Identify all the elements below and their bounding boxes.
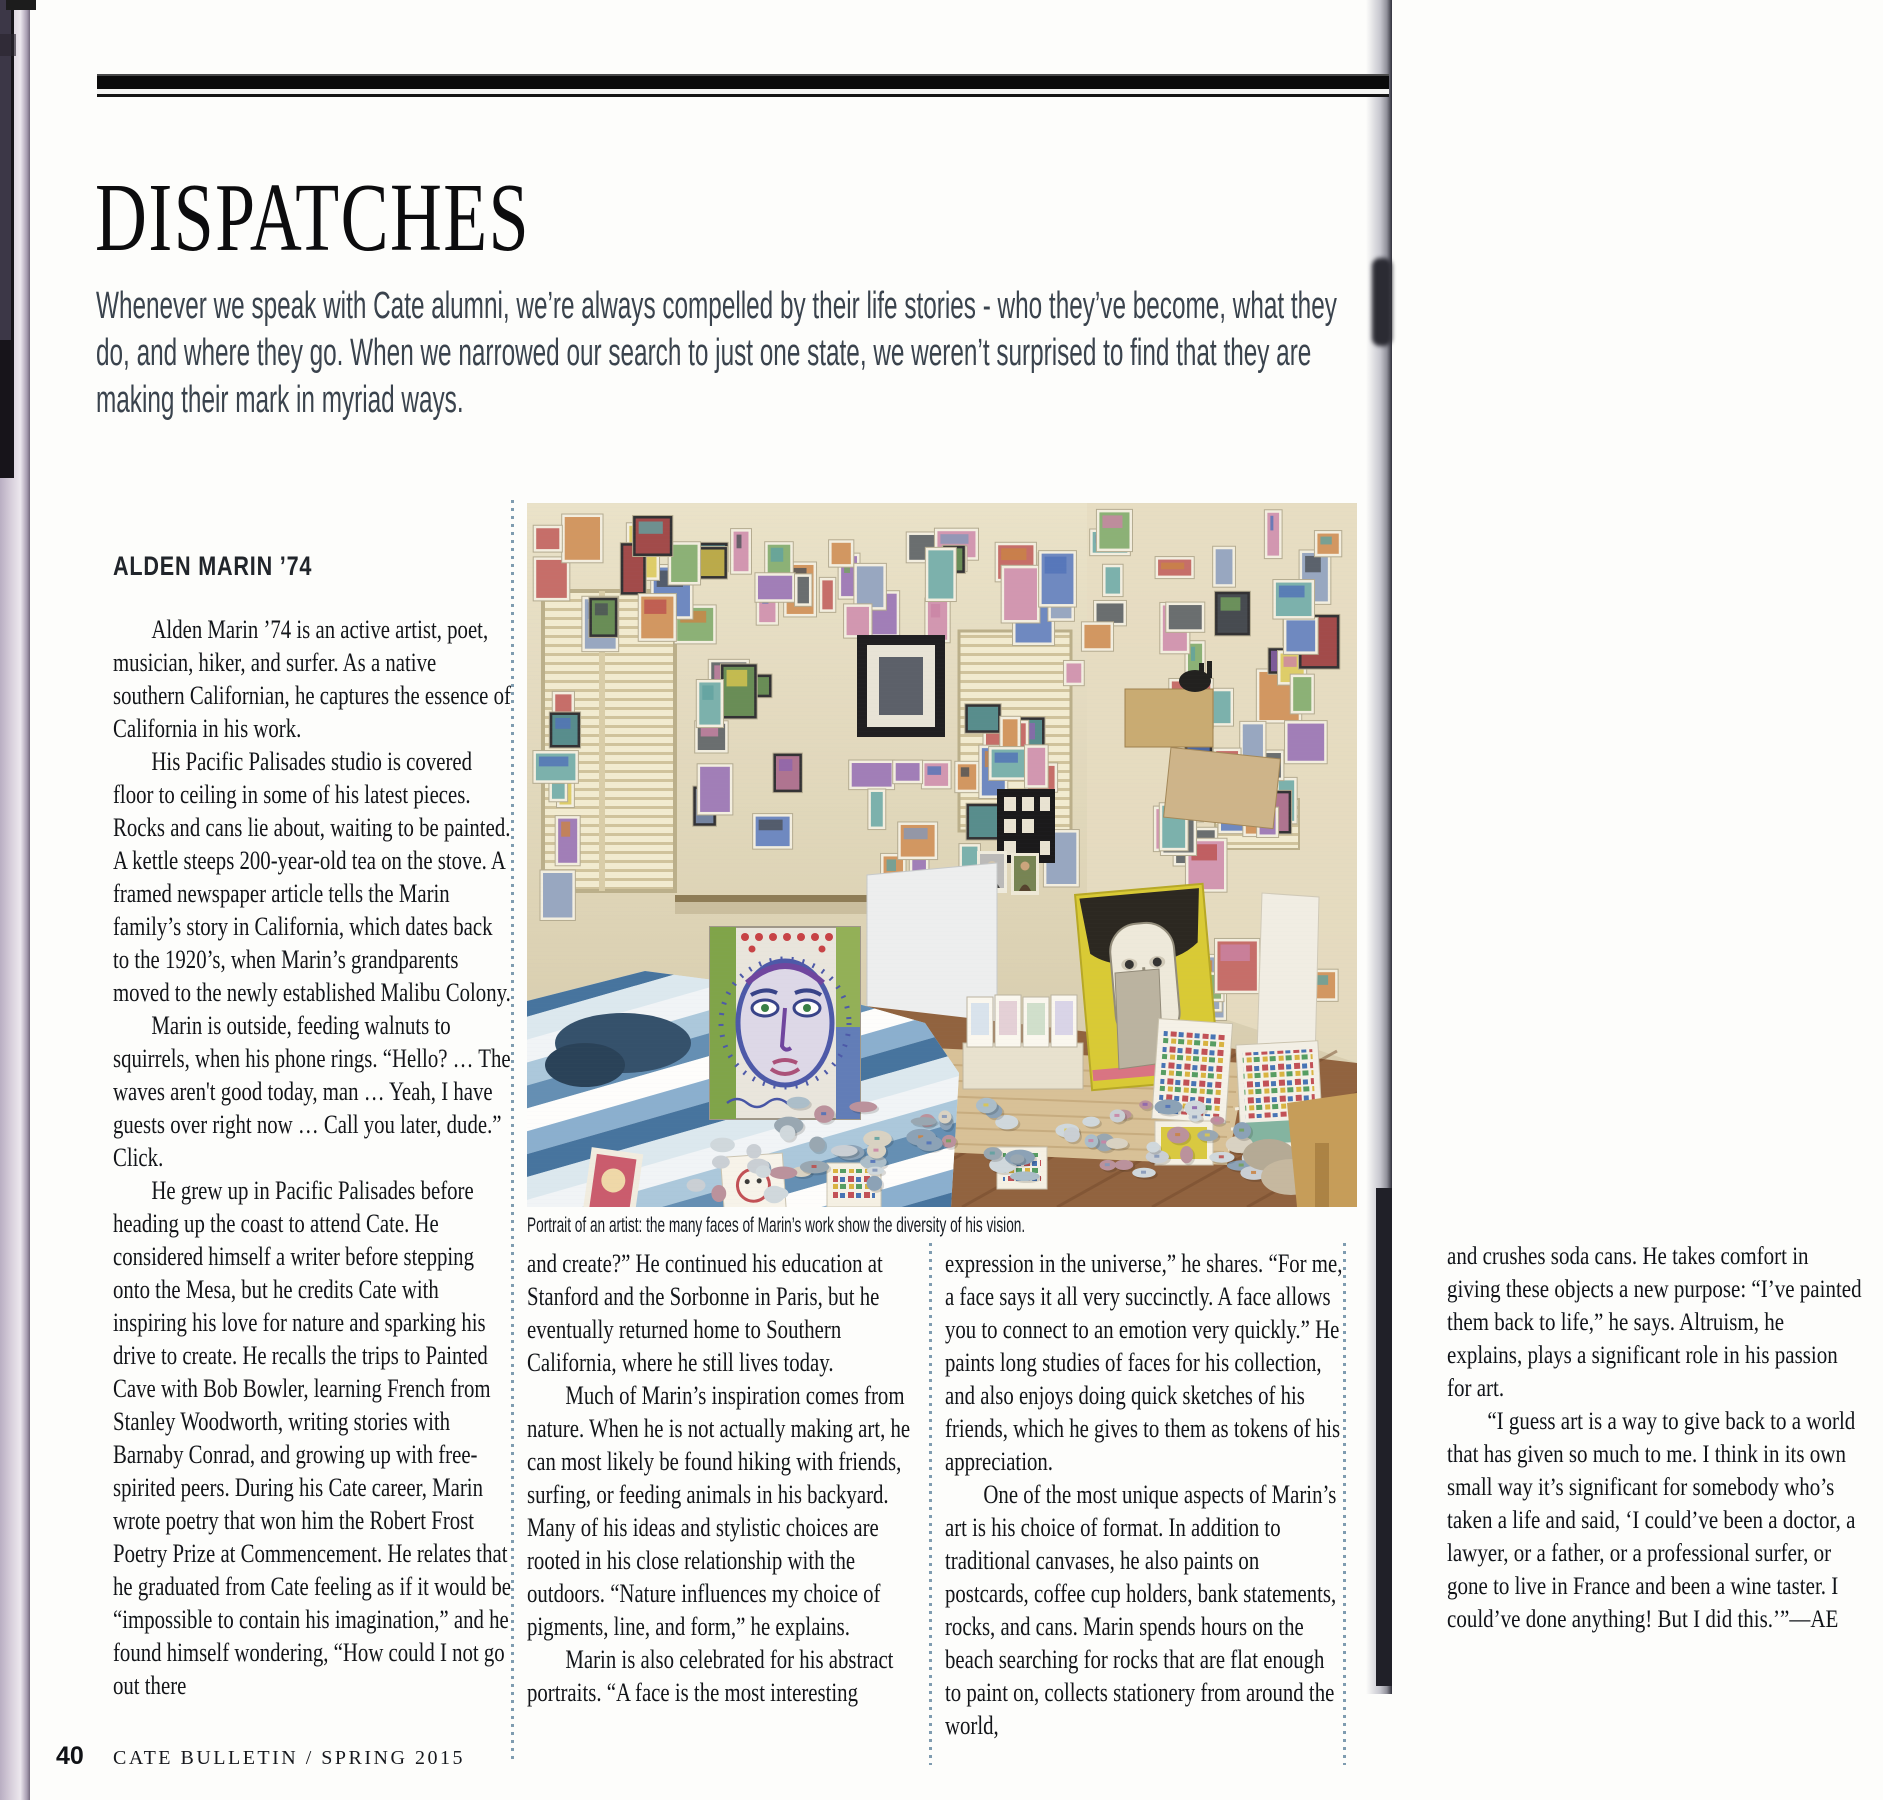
body-paragraph: Marin is also celebrated for his abstract portraits. “A face is the most interesting — [527, 1645, 894, 1707]
page-number: 40 — [56, 1742, 84, 1770]
middle-column-2 — [945, 1247, 1345, 1742]
scan-edge-mark — [6, 0, 36, 10]
page-gutter-mark — [1372, 258, 1392, 346]
column-divider — [511, 500, 514, 1762]
left-column — [113, 550, 513, 1702]
right-column — [1447, 1240, 1862, 1636]
intro-block — [96, 283, 1366, 424]
body-paragraph: and create?” He continued his education at Stanford and the Sorbonne in Paris, but he eventually returned home to Southern California, where he still lives today. — [527, 1249, 883, 1377]
caption-block — [527, 1214, 1127, 1238]
body-paragraph: and crushes soda cans. He takes comfort in giving these objects a new purpose: “I’ve painted them back to life,” he says. Altruism, he explains, plays a significant role in his passion for art. — [1447, 1243, 1862, 1402]
section-heading: ALDEN MARIN ’74 — [113, 551, 313, 581]
publication-line: CATE BULLETIN / SPRING 2015 — [113, 1747, 465, 1769]
middle-column-1 — [527, 1247, 933, 1709]
body-paragraph: His Pacific Palisades studio is covered floor to ceiling in some of his latest pieces. Rocks and cans lie about, waiting to be painted. A kettle steeps 200-year-old tea on the stove. A framed newspaper article tells the Marin family’s story in California, which dates back to the 1920’s, when Marin’s grandparents moved to the newly established Malibu Colony. — [113, 747, 511, 1007]
body-paragraph: “I guess art is a way to give back to a world that has given so much to me. I think in its own small way it’s significant for somebody who’s taken a life and said, ‘I could’ve been a doctor, a lawyer, or a father, or a professional surfer, or gone to live in France and been a wine taster. I could’ve done anything! But I did this.’”—AE — [1447, 1408, 1856, 1633]
photo-caption: Portrait of an artist: the many faces of Marin’s work show the diversity of his vision. — [527, 1214, 1026, 1237]
page-gutter-mark — [1376, 1188, 1392, 1686]
body-paragraph: One of the most unique aspects of Marin’s art is his choice of format. In addition to traditional canvases, he also paints on postcards, coffee cup holders, bank statements, rocks, and cans. Marin spends hours on the beach searching for rocks that are flat enough to paint on, collects stationery from around the world, — [945, 1480, 1337, 1740]
body-paragraph: He grew up in Pacific Palisades before heading up the coast to attend Cate. He considered himself a writer before stepping onto the Mesa, but he credits Cate with inspiring his love for nature and sparking his drive to create. He recalls the trips to Painted Cave with Bob Bowler, learning French from Stanley Woodworth, writing stories with Barnaby Conrad, and growing up with free-spirited peers. During his Cate career, Marin wrote poetry that won him the Robert Frost Poetry Prize at Commencement. He relates that he graduated from Cate feeling as if it would be “impossible to contain his imagination,” and he found himself wondering, “How could I not go out there — [113, 1176, 511, 1700]
body-paragraph: Marin is outside, feeding walnuts to squirrels, when his phone rings. “Hello? … The waves aren't good today, man … Yeah, I have guests over right now … Call you later, dude.” Click. — [113, 1011, 511, 1172]
body-paragraph: Alden Marin ’74 is an active artist, poet, musician, hiker, and surfer. As a native southern Californian, he captures the essence of California in his work. — [113, 615, 511, 743]
intro-text: Whenever we speak with Cate alumni, we’re always compelled by their life stories - who they’ve become, what they do, and where they go. When we narrowed our search to just one state, we weren’t surprised to find that they are making their mark in myriad ways. — [96, 285, 1337, 421]
page-title: DISPATCHES — [95, 163, 531, 271]
header-rule — [97, 74, 1389, 100]
column-divider — [1343, 1243, 1346, 1765]
column-divider — [929, 1243, 932, 1765]
scan-edge-mark — [0, 34, 16, 56]
studio-photo-illustration — [527, 503, 1357, 1207]
body-paragraph: expression in the universe,” he shares. “For me, a face says it all very succinctly. A face allows you to connect to an emotion very quickly.” He paints long studies of faces for his collection, and also enjoys doing quick sketches of his friends, which he gives to them as tokens of his appreciation. — [945, 1249, 1343, 1476]
studio-photo — [527, 503, 1357, 1207]
body-paragraph: Much of Marin’s inspiration comes from nature. When he is not actually making art, he can most likely be found hiking with friends, surfing, or feeding animals in his backyard. Many of his ideas and stylistic choices are rooted in his close relationship with the outdoors. “Nature influences my choice of pigments, line, and form,” he explains. — [527, 1381, 911, 1641]
